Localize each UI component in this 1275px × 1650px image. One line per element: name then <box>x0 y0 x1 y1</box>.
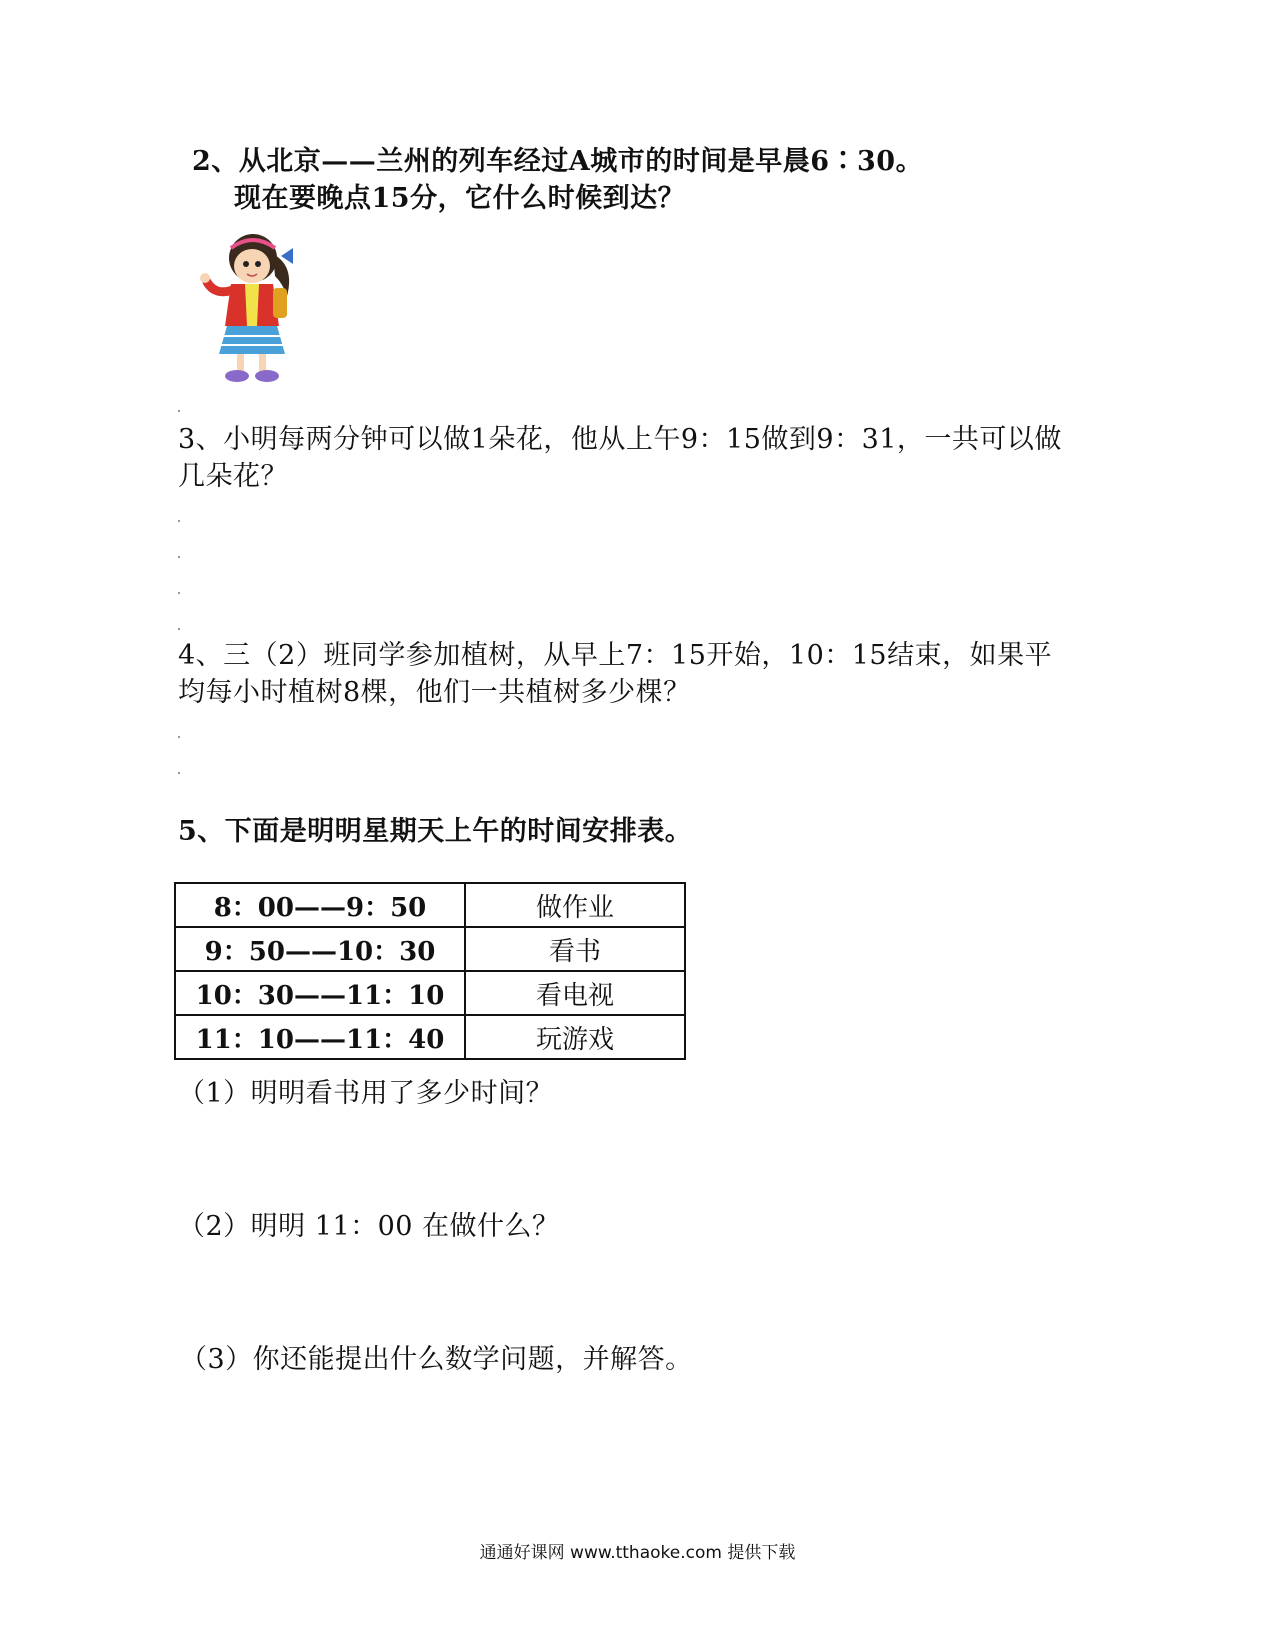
q5-sub2: （2）明明 11：00 在做什么？ <box>178 1211 560 1242</box>
time-cell: 11：10——11：40 <box>175 1015 465 1059</box>
time-cell: 10：30——11：10 <box>175 971 465 1015</box>
activity-cell: 看电视 <box>465 971 685 1015</box>
time-cell: 8：00——9：50 <box>175 883 465 927</box>
q5-sub1: （1）明明看书用了多少时间？ <box>178 1078 554 1109</box>
scan-speck <box>178 628 180 630</box>
q4-line2: 均每小时植树8棵，他们一共植树多少棵？ <box>178 677 691 708</box>
q4-line1: 4、三（2）班同学参加植树，从早上7：15开始，10：15结束，如果平 <box>178 640 1053 671</box>
q2-line2: 现在要晚点15分，它什么时候到达？ <box>234 183 686 214</box>
scan-speck <box>178 772 180 774</box>
page-footer: 通通好课网 www.tthaoke.com 提供下载 <box>479 1543 796 1563</box>
activity-cell: 做作业 <box>465 883 685 927</box>
schedule-table <box>174 882 686 1060</box>
table-row <box>175 1015 685 1059</box>
scan-speck <box>178 556 180 558</box>
table-row <box>175 927 685 971</box>
table-row <box>175 883 685 927</box>
time-cell: 9：50——10：30 <box>175 927 465 971</box>
q5-sub3: （3）你还能提出什么数学问题，并解答。 <box>180 1344 693 1375</box>
scan-speck <box>178 736 180 738</box>
q2-line1: 2、从北京——兰州的列车经过A城市的时间是早晨6∶30。 <box>192 146 924 177</box>
activity-cell: 看书 <box>465 927 685 971</box>
q3-line2: 几朵花？ <box>178 461 288 492</box>
scan-speck <box>178 520 180 522</box>
table-row <box>175 971 685 1015</box>
q5-title: 5、下面是明明星期天上午的时间安排表。 <box>178 816 693 847</box>
activity-cell: 玩游戏 <box>465 1015 685 1059</box>
q3-line1: 3、小明每两分钟可以做1朵花，他从上午9：15做到9：31，一共可以做 <box>178 424 1062 455</box>
scan-speck <box>178 410 180 412</box>
cartoon-girl-illustration <box>195 226 307 386</box>
scan-speck <box>178 592 180 594</box>
